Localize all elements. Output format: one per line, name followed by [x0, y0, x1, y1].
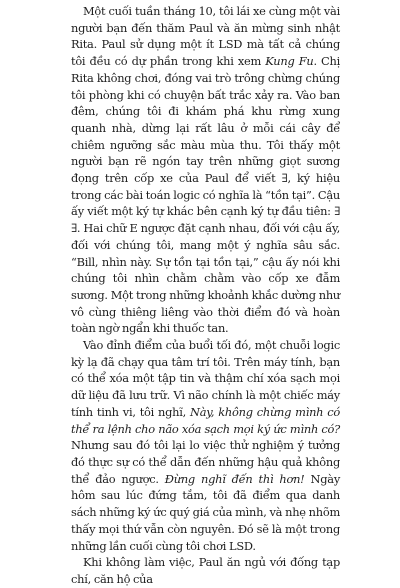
italic-text: Đừng nghĩ đến thì hơn! [164, 471, 305, 486]
paragraph [71, 337, 340, 554]
paragraph [71, 3, 340, 337]
paragraph-text: Một cuối tuần tháng 10, tôi lái xe cùng một vài người bạn đến thăm Paul và ăn mừng sinh nhật Rita. Paul sử dụng một ít LSD mà tất cả chúng tôi đều có dự phần trong khi xem [71, 4, 340, 69]
paragraph-text: Vào đỉnh điểm của buổi tối đó, một chuỗi logic kỳ lạ đã chạy qua tâm trí tôi. Trên máy tính, bạn có thể xóa một tập tin và thậm chí xóa sạch mọi dữ liệu đã lưu trữ. Vì não chính là một chiếc máy tính tinh vi, tôi nghĩ, [71, 338, 340, 419]
italic-text: Này, không chừng mình có thể ra lệnh cho não xóa sạch mọi ký ức mình có? [71, 404, 340, 436]
paragraph-text: Khi không làm việc, Paul ăn ngủ với đống tạp chí, căn hộ của [71, 555, 340, 586]
paragraph-text: Ngày hôm sau lúc đứng tắm, tôi đã điểm qua danh sách những ký ức quý giá của mình, và nhẹ nhõm thấy mọi thứ vẫn còn nguyên. Đó sẽ là một trong những lần cuối cùng tôi chơi LSD. [71, 471, 341, 553]
italic-text: Kung Fu [265, 54, 314, 69]
paragraph [71, 554, 340, 587]
paragraph-text: . Chị Rita không chơi, đóng vai trò trông chừng chúng tôi phòng khi có chuyện bất trắc xảy ra. Vào ban đêm, chúng tôi đi khám phá khu rừng xung quanh nhà, dừng lại rất lâu ở mỗi cái cây để chiêm ngưỡng sắc màu mùa thu. Tôi thấy một người bạn rẽ ngón tay trên những giọt sương đọng trên cốp xe của Paul để viết ∃, ký hiệu trong các bài toán logic có nghĩa là “tồn tại”. Cậu ấy viết một ký tự khác bên cạnh ký tự đầu tiên: ∃ ∃. Hai chữ E ngược đặt cạnh nhau, đối với cậu ấy, đối với chúng tôi, mang một ý nghĩa sâu sắc. “Bill, nhìn này. Sự tồn tại tồn tại,” cậu ấy nói khi chúng tôi nhìn chằm chằm vào cốp xe đẫm sương. Một trong những khoảnh khắc dường như vô cùng thiêng liêng vào thời điểm đó và hoàn toàn ngờ ngẩn khi thuốc tan. [71, 54, 340, 336]
paragraph-text: Nhưng sau đó tôi lại lo việc thử nghiệm ý tưởng đó thực sự có thể dẫn đến những hậu quả không thể đảo ngược. [71, 438, 340, 486]
